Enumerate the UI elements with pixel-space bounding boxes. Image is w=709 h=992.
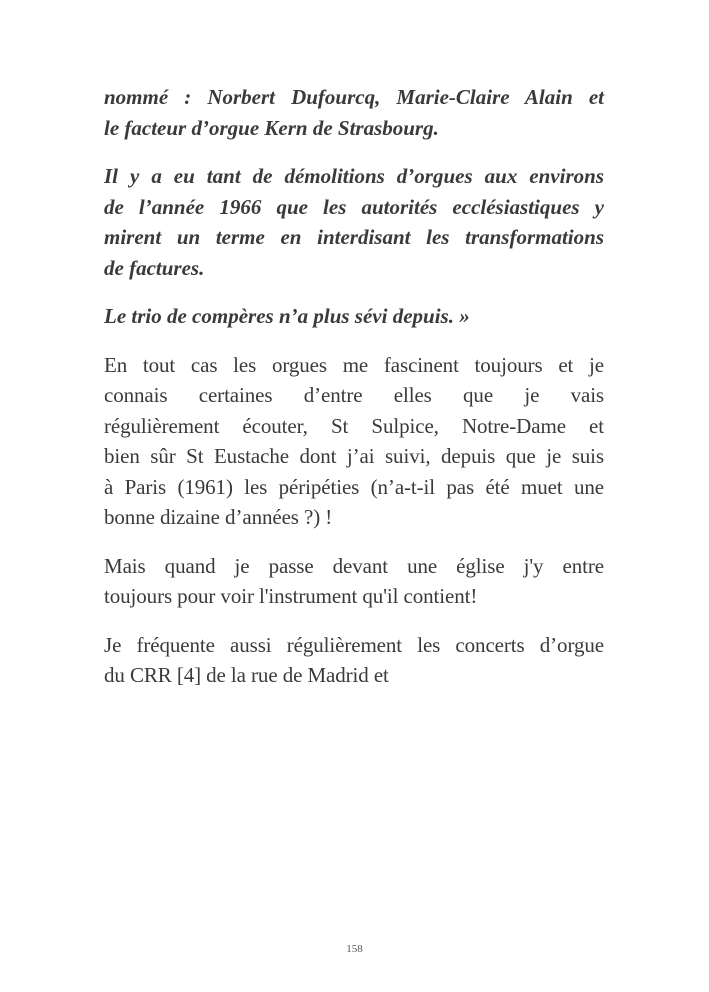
text-line: toujours pour voir l'instrument qu'il contient!: [104, 584, 478, 608]
text-line: Mais quand je passe devant une église j'y entre: [104, 553, 604, 578]
text-line: mirent un terme en interdisant les transformations: [104, 225, 604, 249]
text-line: connais certaines d’entre elles que je vais: [104, 383, 604, 407]
text-line: bonne dizaine d’années ?) !: [104, 505, 333, 529]
text-line: à Paris (1961) les péripéties (n’a-t-il pas été muet une: [104, 474, 604, 499]
text-line: Je fréquente aussi régulièrement les concerts d’orgue: [104, 632, 604, 657]
quote-paragraph-2: [104, 161, 604, 283]
body-paragraph-3: [104, 630, 604, 691]
body-paragraph-1: [104, 350, 604, 533]
text-line: le facteur d’orgue Kern de Strasbourg.: [104, 115, 439, 140]
text-line: du CRR [4] de la rue de Madrid et: [104, 663, 389, 687]
page-number: 158: [346, 943, 363, 955]
text-line: de factures.: [104, 255, 205, 280]
text-line: régulièrement écouter, St Sulpice, Notre-Dame et: [104, 413, 604, 438]
body-paragraph-2: [104, 551, 604, 612]
quote-paragraph-1: [104, 82, 604, 143]
text-line: En tout cas les orgues me fascinent toujours et je: [104, 352, 604, 377]
text-line: Il y a eu tant de démolitions d’orgues aux environs: [104, 164, 604, 188]
text-line: nommé : Norbert Dufourcq, Marie-Claire Alain et: [104, 85, 604, 109]
page-body: [104, 82, 604, 709]
text-line: bien sûr St Eustache dont j’ai suivi, depuis que je suis: [104, 444, 604, 468]
quote-paragraph-3: [104, 301, 604, 332]
text-line: de l’année 1966 que les autorités ecclésiastiques y: [104, 194, 604, 219]
text-line: Le trio de compères n’a plus sévi depuis. »: [104, 304, 470, 328]
